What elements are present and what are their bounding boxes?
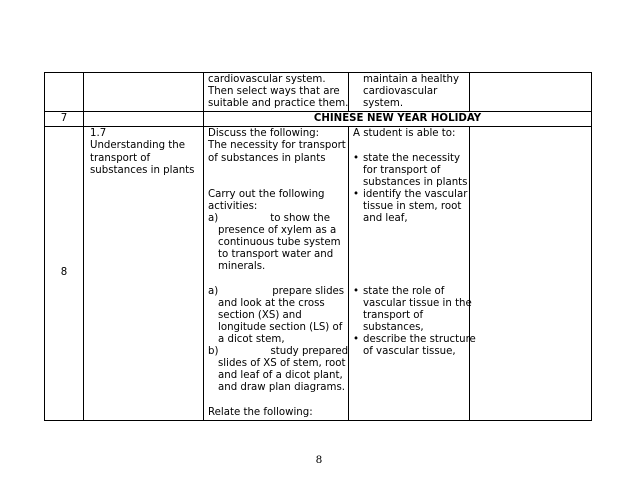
text-line: cardiovascular (363, 86, 438, 98)
table-row (45, 112, 592, 127)
week-cell (45, 73, 84, 112)
bullet-item: • describe the structure (353, 334, 465, 346)
activity-label: a) (208, 213, 219, 225)
text-line: cardiovascular system. (208, 74, 326, 85)
bullet-item: • state the necessity (353, 153, 465, 165)
text-line: substances in plants (90, 164, 195, 176)
text-line: and leaf, (363, 213, 408, 225)
objective-cell (84, 73, 204, 112)
text-line: Then select ways that are (208, 86, 340, 98)
activity-text: prepare slides (272, 285, 345, 297)
activity-b (208, 346, 349, 358)
text-line: and leaf of a dicot plant, (218, 370, 343, 382)
text-line: A student is able to: (353, 128, 456, 140)
text-line: continuous tube system (218, 237, 341, 249)
text-line: a dicot stem, (218, 333, 285, 345)
remarks-cell (470, 127, 592, 420)
text-line: for transport of (363, 164, 441, 176)
text-line: slides of XS of stem, root (218, 358, 346, 370)
text-line: The necessity for transport (208, 140, 346, 152)
text-line: system. (363, 98, 404, 110)
activity-a2 (208, 286, 344, 298)
text-line: transport of (90, 152, 151, 164)
text-line: and draw plan diagrams. (218, 382, 346, 394)
text-line: to transport water and (218, 249, 334, 261)
text-line: Carry out the following (208, 188, 325, 200)
text-line: vascular tissue in the (363, 297, 472, 309)
page-number: 8 (315, 454, 323, 466)
outcomes-cell (349, 73, 470, 112)
text-line: minerals. (218, 261, 266, 273)
text-line: activities: (208, 200, 258, 212)
text-line: presence of xylem as a (218, 225, 337, 237)
text-line: substances, (363, 321, 424, 333)
activities-cell (204, 73, 349, 112)
activity-label: b) (208, 346, 219, 358)
activity-text: study prepared (270, 346, 349, 358)
remarks-cell (470, 73, 592, 112)
text-line: suitable and practice them. (208, 98, 349, 110)
text-line: Discuss the following: (208, 128, 320, 140)
scheme-of-work-table (44, 72, 592, 421)
holiday-banner: CHINESE NEW YEAR HOLIDAY (204, 112, 592, 127)
table-row (45, 73, 592, 112)
text-line: maintain a healthy (363, 74, 459, 85)
text-line: substances in plants (363, 176, 468, 188)
text-line: 1.7 (90, 128, 107, 140)
objective-cell (84, 112, 204, 127)
text-line: of substances in plants (208, 152, 326, 164)
bullet-item: • identify the vascular (353, 189, 465, 201)
bullet-item: • state the role of (353, 286, 465, 298)
text-line: transport of (363, 309, 424, 321)
week-number: 7 (45, 112, 84, 127)
learning-objective (84, 127, 204, 420)
text-line: Understanding the (90, 140, 186, 152)
activity-label: a) (208, 285, 219, 297)
suggested-activities (204, 127, 349, 420)
text-line: of vascular tissue, (363, 346, 456, 358)
text-line: tissue in stem, root (363, 200, 462, 212)
table-row (45, 127, 592, 420)
text-line: and look at the cross (218, 297, 325, 309)
week-number: 8 (45, 127, 84, 420)
text-line: section (XS) and (218, 309, 302, 321)
learning-outcomes (349, 127, 476, 420)
activity-text: to show the (270, 213, 330, 225)
text-line: longitude section (LS) of (218, 321, 343, 333)
text-line: Relate the following: (208, 406, 313, 418)
activity-a (208, 213, 344, 225)
